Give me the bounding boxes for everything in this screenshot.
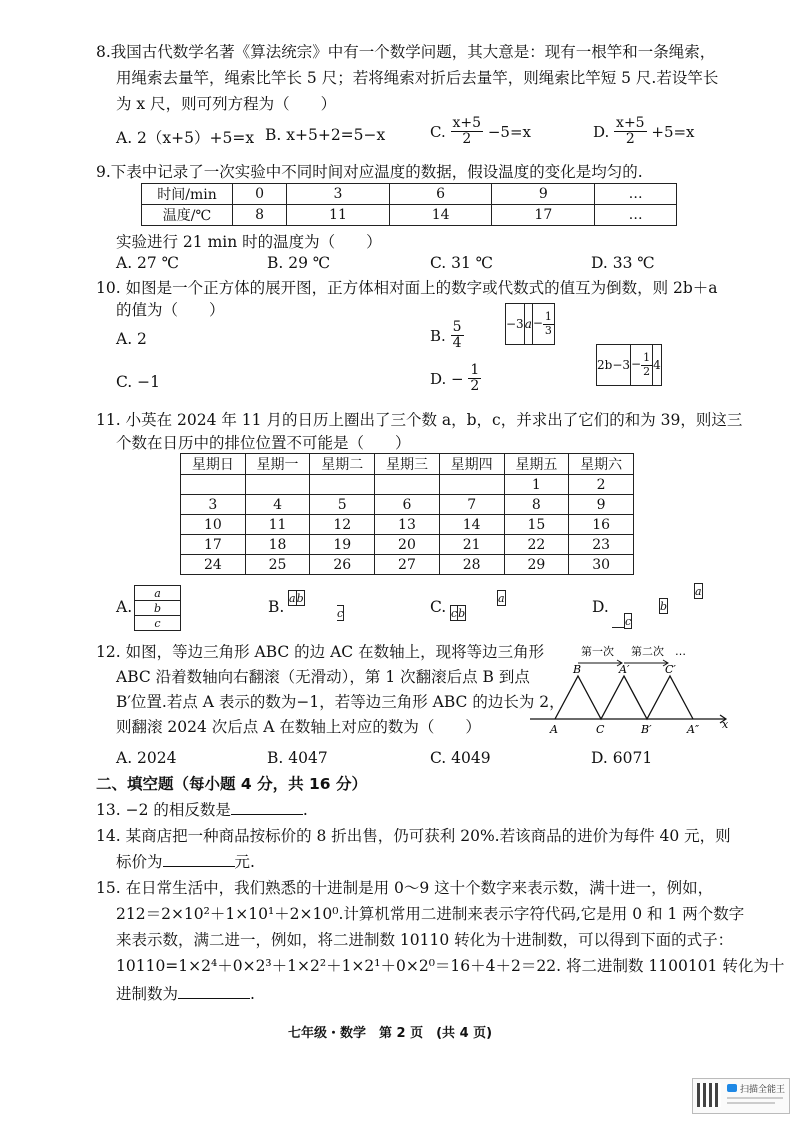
calendar-table <box>180 453 634 575</box>
table-cell: 8 <box>233 205 287 226</box>
table-cell <box>181 475 246 495</box>
q15-line1: 15. 在日常生活中，我们熟悉的十进制是用 0～9 这十个数字来表示数，满十进一，例如， <box>96 879 714 897</box>
table-row <box>181 555 634 575</box>
table-cell: 27 <box>375 555 440 575</box>
q8-option-d: D. $\frac{x+5}{2}$ +5=x <box>593 115 695 148</box>
q8-line3: 为 x 尺，则可列方程为（ ） <box>116 95 337 113</box>
table-cell: 5 <box>310 495 375 515</box>
q14-end: 元. <box>234 853 255 871</box>
q14-text: 标价为 <box>116 853 163 871</box>
calendar-header: 星期二 <box>310 454 375 475</box>
calendar-header: 星期六 <box>569 454 634 475</box>
q10-option-d: D. − $\frac{1}{2}$ <box>430 362 480 395</box>
figure-cell: a <box>695 584 702 598</box>
q11-option-a-figure <box>134 585 181 631</box>
figure-cell: a <box>498 591 505 605</box>
net-face: 2b−3 <box>597 345 631 386</box>
watermark-line <box>727 1097 783 1099</box>
calendar-header: 星期五 <box>504 454 569 475</box>
table-cell: 29 <box>504 555 569 575</box>
q12-option-c: C. 4049 <box>430 749 491 767</box>
q8-option-c: C. $\frac{x+5}{2}$ −5=x <box>430 115 531 148</box>
table-cell: 9 <box>492 184 595 205</box>
point-C1: C′ <box>665 663 676 676</box>
table-cell <box>245 475 310 495</box>
table-cell: 14 <box>389 205 492 226</box>
table-cell: 17 <box>492 205 595 226</box>
q10-option-c: C. −1 <box>116 373 161 391</box>
table-cell: 18 <box>245 535 310 555</box>
q8-line2: 用绳索去量竿，绳索比竿长 5 尺；若将绳索对折后去量竿，则绳索比竿短 5 尺.若设竿长 <box>116 69 719 87</box>
point-C: C <box>596 723 605 736</box>
table-row <box>142 184 677 205</box>
q10-option-a: A. 2 <box>116 330 147 348</box>
q15-end: . <box>250 985 255 1003</box>
table-cell: 17 <box>181 535 246 555</box>
table-cell: 21 <box>439 535 504 555</box>
table-row <box>181 495 634 515</box>
point-B1: B′ <box>641 723 652 736</box>
qr-code-icon <box>697 1083 721 1107</box>
table-cell: 4 <box>245 495 310 515</box>
table-cell: 8 <box>504 495 569 515</box>
q12-line3: B′位置.若点 A 表示的数为−1，若等边三角形 ABC 的边长为 2， <box>116 693 565 711</box>
q10-option-b: B. $\frac{5}{4}$ <box>430 319 462 352</box>
q10-line1: 10. 如图是一个正方体的展开图，正方体相对面上的数字或代数式的值互为倒数，则 2b＋a <box>96 279 718 297</box>
table-cell: 19 <box>310 535 375 555</box>
figure-cell: a <box>289 591 296 605</box>
table-cell: 24 <box>181 555 246 575</box>
label-dots: … <box>675 645 686 658</box>
scanner-logo-icon <box>727 1084 737 1092</box>
q12-line4: 则翻滚 2024 次后点 A 在数轴上对应的数为（ ） <box>116 718 481 736</box>
calendar-header: 星期日 <box>181 454 246 475</box>
q12-option-d: D. 6071 <box>591 749 653 767</box>
table-cell: 时间/min <box>142 184 233 205</box>
table-cell: 23 <box>569 535 634 555</box>
point-A: A <box>550 723 558 736</box>
table-cell: 2 <box>569 475 634 495</box>
table-cell: 14 <box>439 515 504 535</box>
table-cell: 3 <box>287 184 390 205</box>
watermark-text: 扫描全能王 <box>740 1085 786 1095</box>
table-cell <box>310 475 375 495</box>
answer-blank[interactable] <box>163 866 235 867</box>
q11-option-c-label: C. <box>430 598 447 616</box>
page-footer: 七年级・数学 第 2 页 (共 4 页) <box>288 1026 493 1041</box>
table-cell: 22 <box>504 535 569 555</box>
point-A2: A″ <box>687 723 700 736</box>
q10-line2: 的值为（ ） <box>116 301 225 319</box>
q13-text: 13. −2 的相反数是 <box>96 801 231 819</box>
answer-blank[interactable] <box>178 998 250 999</box>
table-row <box>181 515 634 535</box>
figure-line <box>612 627 625 628</box>
section-heading: 二、填空题（每小题 4 分，共 16 分） <box>96 775 367 793</box>
q14-line1: 14. 某商店把一种商品按标价的 8 折出售，仍可获利 20%.若该商品的进价为每件 40 元，则 <box>96 827 731 845</box>
table-cell: 温度/℃ <box>142 205 233 226</box>
q13-end: . <box>302 801 308 819</box>
q11-option-a-label: A. <box>116 598 133 616</box>
label-second: 第二次 <box>631 645 664 658</box>
q15-line3: 来表示数，满二进一，例如，将二进制数 10110 转化为十进制数，可以得到下面的式子： <box>116 931 734 949</box>
calendar-header: 星期三 <box>375 454 440 475</box>
table-cell: 9 <box>569 495 634 515</box>
q15-line4: 10110=1×2⁴＋0×2³＋1×2²＋1×2¹＋0×2⁰＝16＋4＋2＝22. 将二进制数 1100101 转化为十 <box>116 957 785 975</box>
table-cell: 7 <box>439 495 504 515</box>
figure-cell: b <box>660 599 668 613</box>
q15-line2: 212＝2×10²＋1×10¹＋2×10⁰.计算机常用二进制来表示字符代码,它是用 0 和 1 两个数字 <box>116 905 745 923</box>
figure-cell: b <box>458 606 466 620</box>
calendar-header: 星期一 <box>245 454 310 475</box>
table-cell <box>439 475 504 495</box>
q9-option-d: D. 33 ℃ <box>591 254 655 272</box>
watermark-line <box>727 1102 775 1104</box>
q12-line2: ABC 沿着数轴向右翻滚（无滑动），第 1 次翻滚后点 B 到点 <box>116 668 530 686</box>
q12-option-b: B. 4047 <box>267 749 328 767</box>
table-cell: … <box>595 184 677 205</box>
table-row <box>181 475 634 495</box>
q15-text: 进制数为 <box>116 985 179 1003</box>
figure-cell: c <box>135 616 181 631</box>
net-face: − $\frac{1}{3}$ <box>532 304 554 345</box>
table-cell: 16 <box>569 515 634 535</box>
q9-line2: 实验进行 21 min 时的温度为（ ） <box>116 233 382 251</box>
q8-option-a: A. 2（x+5）+5=x <box>116 129 255 147</box>
figure-cell: b <box>135 601 181 616</box>
table-cell: 11 <box>287 205 390 226</box>
q8-option-b: B. x+5+2=5−x <box>265 126 386 144</box>
figure-cell: c <box>625 614 632 628</box>
axis-x: x <box>722 718 729 731</box>
point-A1: A′ <box>619 663 630 676</box>
table-cell: 6 <box>375 495 440 515</box>
table-cell: 20 <box>375 535 440 555</box>
table-cell: 11 <box>245 515 310 535</box>
q9-table <box>141 183 677 226</box>
q14-line2 <box>116 850 255 872</box>
q8-line1: 8.我国古代数学名著《算法统宗》中有一个数学问题，其大意是：现有一根竿和一条绳索， <box>96 43 716 61</box>
triangle-roll-figure <box>525 638 735 738</box>
table-cell: … <box>595 205 677 226</box>
q11-line1: 11. 小英在 2024 年 11 月的日历上圈出了三个数 a，b，c，并求出了它们的和为 39，则这三 <box>96 411 743 429</box>
triangles <box>555 676 693 719</box>
q11-option-b-label: B. <box>268 598 285 616</box>
net-face: 4 <box>653 345 662 386</box>
q9-option-c: C. 31 ℃ <box>430 254 494 272</box>
table-cell: 15 <box>504 515 569 535</box>
table-cell: 3 <box>181 495 246 515</box>
net-face: a <box>524 304 532 345</box>
calendar-header: 星期四 <box>439 454 504 475</box>
label-first: 第一次 <box>581 645 614 658</box>
table-cell: 12 <box>310 515 375 535</box>
q12-option-a: A. 2024 <box>116 749 177 767</box>
table-cell: 6 <box>389 184 492 205</box>
q13 <box>96 798 308 820</box>
table-cell: 25 <box>245 555 310 575</box>
q11-line2: 个数在日历中的排位位置不可能是（ ） <box>116 434 411 452</box>
table-cell: 30 <box>569 555 634 575</box>
q11-option-d-label: D. <box>592 598 609 616</box>
q9-option-a: A. 27 ℃ <box>116 254 180 272</box>
table-cell: 13 <box>375 515 440 535</box>
table-row <box>142 205 677 226</box>
table-cell: 0 <box>233 184 287 205</box>
table-row <box>181 454 634 475</box>
figure-cell: b <box>296 591 304 605</box>
table-cell: 1 <box>504 475 569 495</box>
figure-cell: c <box>337 606 344 620</box>
net-face: − $\frac{1}{2}$ <box>631 345 653 386</box>
q12-line1: 12. 如图，等边三角形 ABC 的边 AC 在数轴上，现将等边三角形 <box>96 643 545 661</box>
scanner-watermark <box>692 1078 790 1114</box>
table-cell <box>375 475 440 495</box>
q9-option-b: B. 29 ℃ <box>267 254 331 272</box>
figure-cell: c <box>451 606 458 620</box>
answer-blank[interactable] <box>231 814 303 815</box>
figure-cell: a <box>135 586 181 601</box>
point-B: B <box>573 663 582 676</box>
net-face: −3 <box>506 304 525 345</box>
q9-line1: 9.下表中记录了一次实验中不同时间对应温度的数据，假设温度的变化是均匀的. <box>96 163 643 181</box>
q15-line5 <box>116 982 255 1004</box>
table-cell: 10 <box>181 515 246 535</box>
table-row <box>181 535 634 555</box>
table-cell: 28 <box>439 555 504 575</box>
table-cell: 26 <box>310 555 375 575</box>
